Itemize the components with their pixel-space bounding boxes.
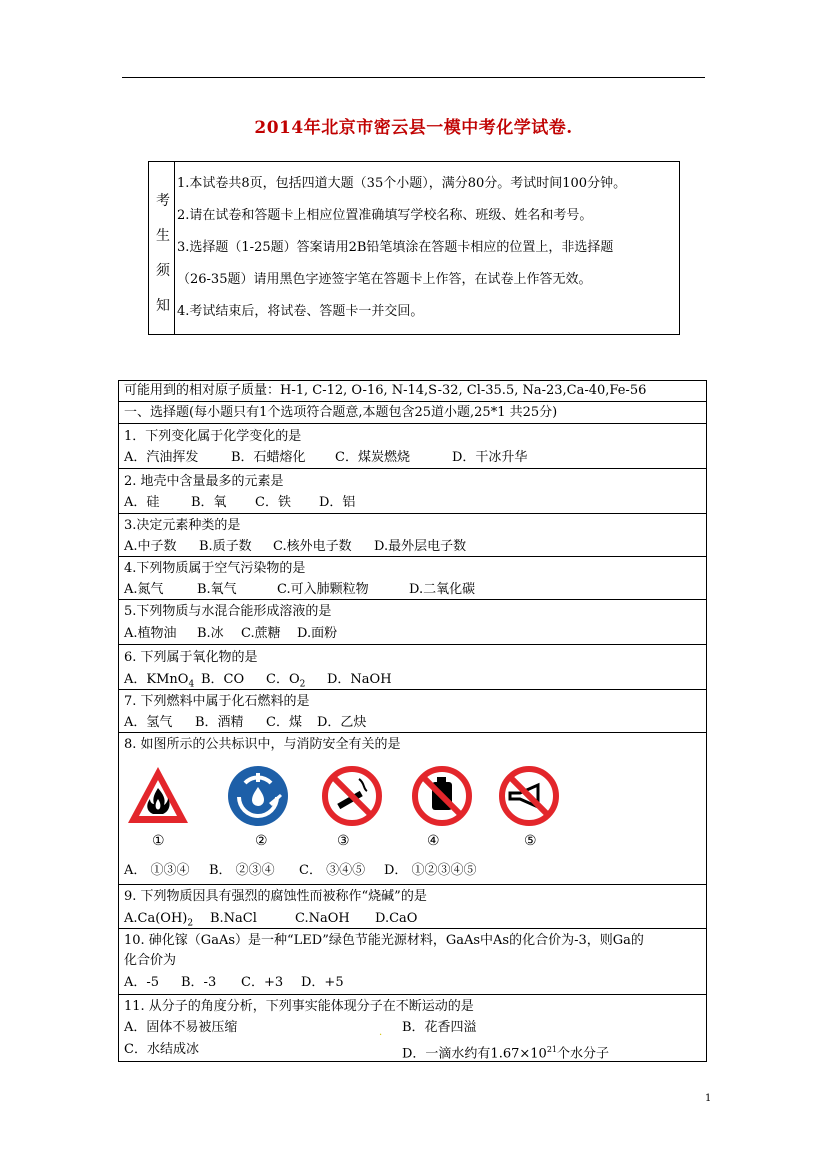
- option-c: C． ③④⑤: [299, 863, 366, 878]
- question-stem: 10. 砷化镓（GaAs）是一种“LED”绿色节能光源材料，GaAs中As的化合价为-3，则Ga的: [124, 933, 644, 948]
- question-stem: 4.下列物质属于空气污染物的是: [124, 561, 306, 576]
- option-b: B．石蜡熔化: [231, 450, 306, 465]
- question-stem: 2. 地壳中含量最多的元素是: [124, 474, 284, 489]
- sign-number: ⑤: [524, 833, 537, 849]
- option-b: B.质子数: [199, 539, 252, 554]
- option-c-text: C．O: [266, 672, 300, 687]
- option-b: B.NaCl: [210, 911, 257, 926]
- question-8: [119, 733, 706, 885]
- question-stem: 1．下列变化属于化学变化的是: [124, 429, 302, 444]
- option-c: C.蔗糖: [241, 626, 281, 641]
- notice-line: 4.考试结束后，将试卷、答题卡一并交回。: [177, 304, 424, 319]
- water-conservation-sign-icon: [225, 763, 291, 829]
- notice-line: 3.选择题（1-25题）答案请用2B铅笔填涂在答题卡相应的位置上，非选择题: [177, 240, 614, 255]
- question-stem: 9. 下列物质因具有强烈的腐蚀性而被称作“烧碱”的是: [124, 889, 427, 904]
- sign-number: ①: [152, 833, 165, 849]
- question-6: [119, 645, 706, 690]
- option-d: D． ①②③④⑤: [384, 863, 477, 878]
- no-smoking-sign-icon: [319, 763, 385, 829]
- option-d-text: D．一滴水约有1.67×10: [402, 1046, 547, 1062]
- option-b: B．酒精: [195, 715, 244, 730]
- question-2: [119, 469, 706, 514]
- page-title: 2014年北京市密云县一模中考化学试卷.: [254, 118, 573, 138]
- atomic-mass-text: 可能用到的相对原子质量：H-1, C-12, O-16, N-14,S-32, Cl-35.5, Na-23,Ca-40,Fe-56: [124, 383, 647, 398]
- question-3: [119, 514, 706, 557]
- option-c: C．煤炭燃烧: [335, 450, 410, 465]
- option-c: C．煤: [266, 715, 302, 730]
- flammable-warning-sign-icon: [125, 763, 191, 829]
- question-4: [119, 557, 706, 600]
- atomic-mass-row: [119, 381, 706, 402]
- option-b: B． ②③④: [209, 863, 275, 878]
- notice-line: 1.本试卷共8页，包括四道大题（35个小题），满分80分。考试时间100分钟。: [177, 176, 627, 191]
- notice-line: （26-35题）请用黑色字迹签字笔在答题卡上作答，在试卷上作答无效。: [177, 272, 592, 287]
- question-stem: 3.决定元素种类的是: [124, 518, 241, 533]
- subscript: 4: [188, 679, 195, 690]
- option-d: D.CaO: [375, 911, 418, 926]
- option-b: B．-3: [181, 975, 217, 990]
- question-10: [119, 929, 706, 995]
- question-1: [119, 424, 706, 469]
- option-c: C.核外电子数: [273, 539, 352, 554]
- option-c: C.NaOH: [295, 911, 350, 926]
- notice-heading: [149, 162, 175, 334]
- question-7: [119, 690, 706, 733]
- option-d: D．干冰升华: [452, 450, 528, 465]
- option-b: B.冰: [197, 626, 224, 641]
- section-title-row: [119, 402, 706, 424]
- option-a: A．汽油挥发: [124, 450, 199, 465]
- notice-line: 2.请在试卷和答题卡上相应位置准确填写学校名称、班级、姓名和考号。: [177, 208, 593, 223]
- question-stem: 7. 下列燃料中属于化石燃料的是: [124, 694, 310, 709]
- subscript: 2: [187, 918, 194, 929]
- option-d: D.最外层电子数: [374, 539, 467, 554]
- subscript: 2: [299, 679, 306, 690]
- no-flammable-storage-sign-icon: [409, 763, 475, 829]
- notice-heading-char: 考: [156, 193, 170, 209]
- option-a-text: A.Ca(OH): [124, 911, 188, 926]
- section-title: 一、选择题(每小题只有1个选项符合题意,本题包含25道小题,25*1 共25分): [124, 405, 558, 420]
- option-d: D．+5: [301, 975, 344, 990]
- option-a: A.氮气: [124, 582, 164, 597]
- question-9: [119, 885, 706, 929]
- option-b: B．花香四溢: [402, 1020, 477, 1035]
- option-a: A．硅: [124, 495, 160, 510]
- question-stem: 5.下列物质与水混合能形成溶液的是: [124, 604, 332, 619]
- sign-number: ②: [255, 833, 268, 849]
- option-a-text: A．KMnO: [124, 672, 189, 687]
- option-d-tail: 个水分子: [557, 1046, 610, 1062]
- option-d: [402, 1042, 609, 1062]
- option-d: D．乙炔: [317, 715, 367, 730]
- option-c: C．+3: [241, 975, 284, 990]
- question-5: [119, 600, 706, 645]
- question-stem: 11. 从分子的角度分析，下列事实能体现分子在不断运动的是: [124, 999, 474, 1014]
- option-a: A．氢气: [124, 715, 173, 730]
- question-table: [118, 380, 707, 1062]
- header-rule: [122, 77, 705, 78]
- option-b: B．CO: [201, 672, 245, 687]
- stray-dot: .: [379, 1027, 383, 1038]
- sign-number: ③: [337, 833, 350, 849]
- notice-heading-char: 知: [156, 298, 170, 314]
- option-a: A． ①③④: [124, 863, 190, 878]
- option-c: C．铁: [255, 495, 291, 510]
- question-stem: 6. 下列属于氧化物的是: [124, 650, 258, 665]
- option-a: A．-5: [124, 975, 160, 990]
- option-d: D.二氧化碳: [409, 582, 476, 597]
- no-honking-sign-icon: [496, 763, 562, 829]
- page-number: 1: [705, 1093, 712, 1104]
- option-b: B．氧: [191, 495, 227, 510]
- option-d: D．NaOH: [327, 672, 392, 687]
- exam-notice-box: [148, 161, 680, 335]
- notice-lines: [177, 168, 675, 328]
- option-a: A.植物油: [124, 626, 177, 641]
- option-d: D．铝: [319, 495, 356, 510]
- option-a: A．固体不易被压缩: [124, 1020, 238, 1035]
- option-a: A.中子数: [124, 539, 177, 554]
- option-d: D.面粉: [297, 626, 338, 641]
- question-stem-continued: 化合价为: [124, 953, 177, 968]
- notice-heading-char: 须: [156, 263, 170, 279]
- notice-heading-char: 生: [156, 228, 170, 244]
- question-stem: 8. 如图所示的公共标识中，与消防安全有关的是: [124, 737, 401, 752]
- question-11: [119, 995, 706, 1063]
- option-b: B.氧气: [197, 582, 237, 597]
- option-c: C.可入肺颗粒物: [277, 582, 369, 597]
- superscript: 21: [546, 1045, 557, 1054]
- option-c: C．水结成冰: [124, 1042, 199, 1057]
- sign-number: ④: [427, 833, 440, 849]
